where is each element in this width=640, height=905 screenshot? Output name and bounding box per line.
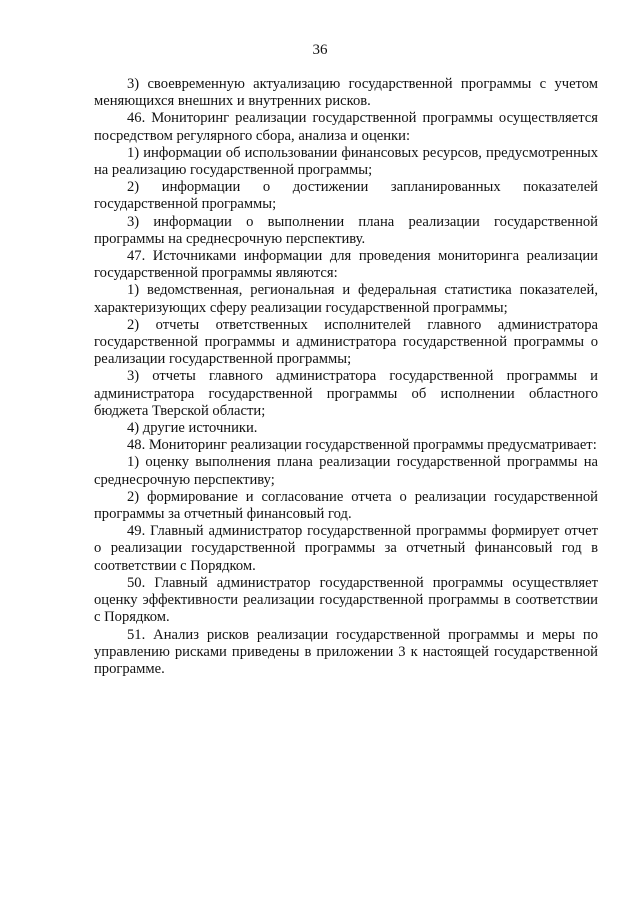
paragraph-48-item-2: 2) формирование и согласование отчета о реализации государственной программы за отчетный финансовый год. [94, 488, 598, 523]
paragraph-48-monitoring: 48. Мониторинг реализации государственной программы предусматривает: [127, 437, 597, 454]
paragraph-50: 50. Главный администратор государственной программы осуществляет оценку эффективности реализации государственной программы в соответствии с Порядком. [94, 574, 598, 626]
page-number: 36 [312, 42, 328, 58]
paragraph-47-item-4: 4) другие источники. [127, 420, 258, 437]
paragraph-46-monitoring: 46. Мониторинг реализации государственной программы осуществляется посредством регулярного сбора, анализа и оценки: [94, 110, 598, 144]
paragraph-risk-update: 3) своевременную актуализацию государственной программы с учетом меняющихся внешних и внутренних рисков. [94, 76, 598, 110]
document-body [94, 76, 598, 678]
paragraph-46-item-3: 3) информации о выполнении плана реализации государственной программы на среднесрочную перспективу. [94, 213, 598, 247]
paragraph-46-item-2: 2) информации о достижении запланированных показателей государственной программы; [94, 179, 598, 213]
paragraph-49: 49. Главный администратор государственной программы формирует отчет о реализации государственной программы за отчетный финансовый год в соответствии с Порядком. [94, 523, 598, 574]
paragraph-51: 51. Анализ рисков реализации государственной программы и меры по управлению рисками приведены в приложении 3 к настоящей государственной программе. [94, 626, 598, 677]
paragraph-48-item-1: 1) оценку выполнения плана реализации государственной программы на среднесрочную перспективу; [94, 454, 598, 488]
paragraph-47-sources: 47. Источниками информации для проведения мониторинга реализации государственной программы являются: [94, 248, 598, 282]
paragraph-47-item-3: 3) отчеты главного администратора государственной программы и администратора государственной программы об исполнении областного бюджета Тверской области; [94, 368, 598, 419]
paragraph-47-item-2: 2) отчеты ответственных исполнителей главного администратора государственной программы и администратора государственной программы о реализации государственной программы; [94, 316, 598, 368]
paragraph-46-item-1: 1) информации об использовании финансовых ресурсов, предусмотренных на реализацию государственной программы; [94, 144, 598, 179]
paragraph-47-item-1: 1) ведомственная, региональная и федеральная статистика показателей, характеризующих сферу реализации государственной программы; [94, 282, 598, 316]
